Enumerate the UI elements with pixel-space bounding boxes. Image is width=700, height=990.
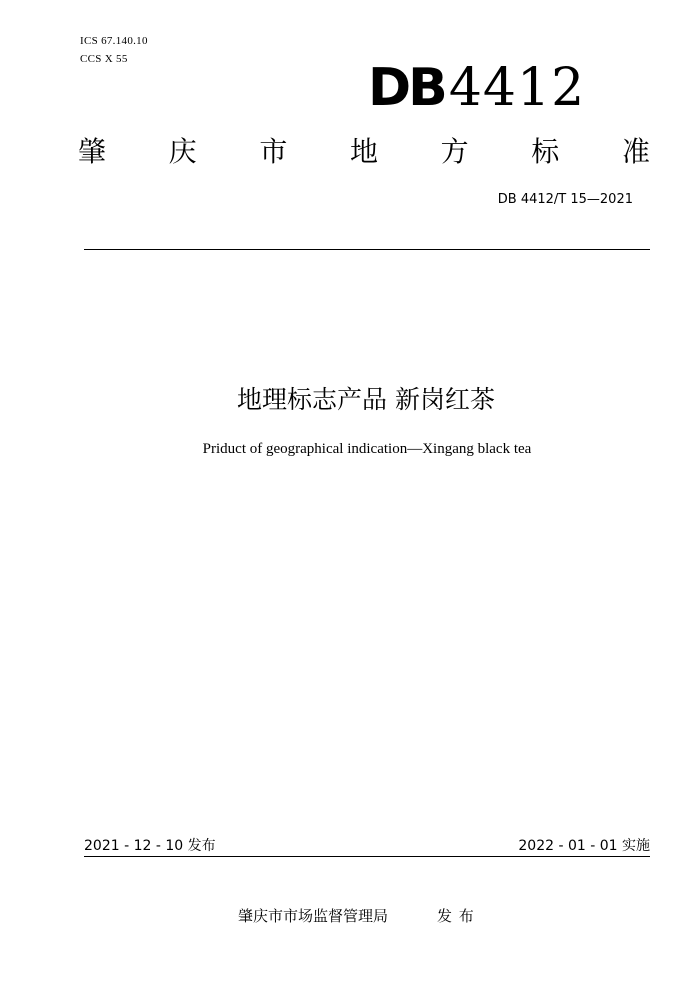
top-divider — [84, 249, 650, 250]
document-title-english: Priduct of geographical indication—Xingang black tea — [202, 441, 532, 457]
issue-date: 2021 - 12 - 10 发布 — [84, 838, 216, 854]
region-title-char: 市 — [259, 135, 288, 168]
document-title-chinese: 地理标志产品 新岗红茶 — [237, 385, 495, 414]
region-title-char: 肇 — [78, 135, 107, 168]
region-title-char: 地 — [349, 135, 378, 168]
region-title-char: 方 — [440, 135, 469, 168]
region-title-char: 庆 — [168, 135, 197, 168]
db-logo — [368, 58, 585, 118]
implementation-date: 2022 - 01 - 01 实施 — [518, 838, 650, 854]
region-title-char: 准 — [621, 135, 650, 168]
standard-code: DB 4412/T 15—2021 — [497, 192, 633, 207]
db-logo-number: 4412 — [448, 58, 586, 118]
region-title-char: 标 — [531, 135, 560, 168]
issuer-action: 发 布 — [437, 907, 475, 925]
region-standard-title — [78, 134, 650, 170]
bottom-divider — [84, 856, 650, 857]
db-logo-letters: DB — [368, 58, 445, 118]
ccs-code: CCS X 55 — [80, 53, 128, 65]
issuer-name: 肇庆市市场监督管理局 — [238, 907, 389, 925]
ics-code: ICS 67.140.10 — [80, 35, 148, 47]
